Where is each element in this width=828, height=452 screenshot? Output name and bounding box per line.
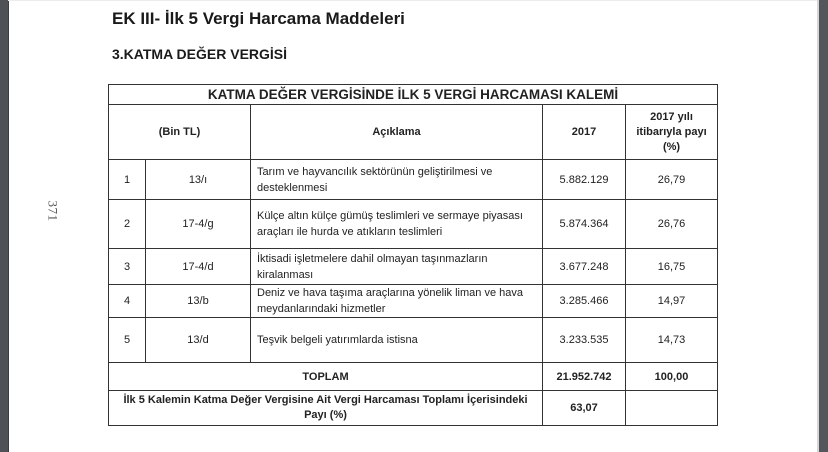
row-description: Teşvik belgeli yatırımlarda istisna — [251, 318, 543, 363]
table-row — [109, 285, 718, 318]
row-rank: 1 — [109, 160, 146, 200]
total-amount: 21.952.742 — [543, 363, 626, 391]
header-share: 2017 yılı itibarıyla payı (%) — [626, 105, 718, 160]
row-rank: 4 — [109, 285, 146, 318]
row-rank: 5 — [109, 318, 146, 363]
total-label: TOPLAM — [109, 363, 543, 391]
top5-share-label: İlk 5 Kalemin Katma Değer Vergisine Ait Vergi Harcaması Toplamı İçerisindeki Payı (%) — [109, 391, 543, 426]
right-scrollbar[interactable] — [817, 0, 828, 452]
row-amount: 3.233.535 — [543, 318, 626, 363]
row-share: 14,73 — [626, 318, 718, 363]
table-row — [109, 160, 718, 200]
row-rank: 2 — [109, 200, 146, 249]
table-header-row — [109, 105, 718, 160]
vat-expenditure-table — [108, 84, 718, 426]
row-article: 17-4/g — [146, 200, 251, 249]
row-description: İktisadi işletmelere dahil olmayan taşınmazların kiralanması — [251, 249, 543, 285]
header-year: 2017 — [543, 105, 626, 160]
page-number: 371 — [45, 200, 61, 222]
row-amount: 3.285.466 — [543, 285, 626, 318]
row-article: 13/b — [146, 285, 251, 318]
row-article: 13/d — [146, 318, 251, 363]
row-amount: 5.882.129 — [543, 160, 626, 200]
header-description: Açıklama — [251, 105, 543, 160]
table-row — [109, 200, 718, 249]
row-amount: 5.874.364 — [543, 200, 626, 249]
section-heading: 3.KATMA DEĞER VERGİSİ — [112, 46, 288, 62]
row-share: 14,97 — [626, 285, 718, 318]
document-page — [9, 1, 817, 452]
row-share: 26,79 — [626, 160, 718, 200]
row-share: 26,76 — [626, 200, 718, 249]
top5-share-empty-cell — [626, 391, 718, 426]
row-description: Külçe altın külçe gümüş teslimleri ve sermaye piyasası araçları ile hurda ve atıkların teslimleri — [251, 200, 543, 249]
left-scroll-gutter — [0, 0, 9, 452]
row-article: 17-4/d — [146, 249, 251, 285]
top5-share-value: 63,07 — [543, 391, 626, 426]
row-article: 13/ı — [146, 160, 251, 200]
row-description: Deniz ve hava taşıma araçlarına yönelik liman ve hava meydanlarındaki hizmetler — [251, 285, 543, 318]
row-description: Tarım ve hayvancılık sektörünün geliştirilmesi ve desteklenmesi — [251, 160, 543, 200]
table-row — [109, 249, 718, 285]
row-amount: 3.677.248 — [543, 249, 626, 285]
table-caption: KATMA DEĞER VERGİSİNDE İLK 5 VERGİ HARCAMASI KALEMİ — [109, 85, 718, 105]
page-title: EK III- İlk 5 Vergi Harcama Maddeleri — [112, 9, 405, 28]
total-row — [109, 363, 718, 391]
table-caption-row — [109, 85, 718, 105]
table-row — [109, 318, 718, 363]
row-rank: 3 — [109, 249, 146, 285]
top5-share-row — [109, 391, 718, 426]
header-unit: (Bin TL) — [109, 105, 251, 160]
row-share: 16,75 — [626, 249, 718, 285]
total-share: 100,00 — [626, 363, 718, 391]
